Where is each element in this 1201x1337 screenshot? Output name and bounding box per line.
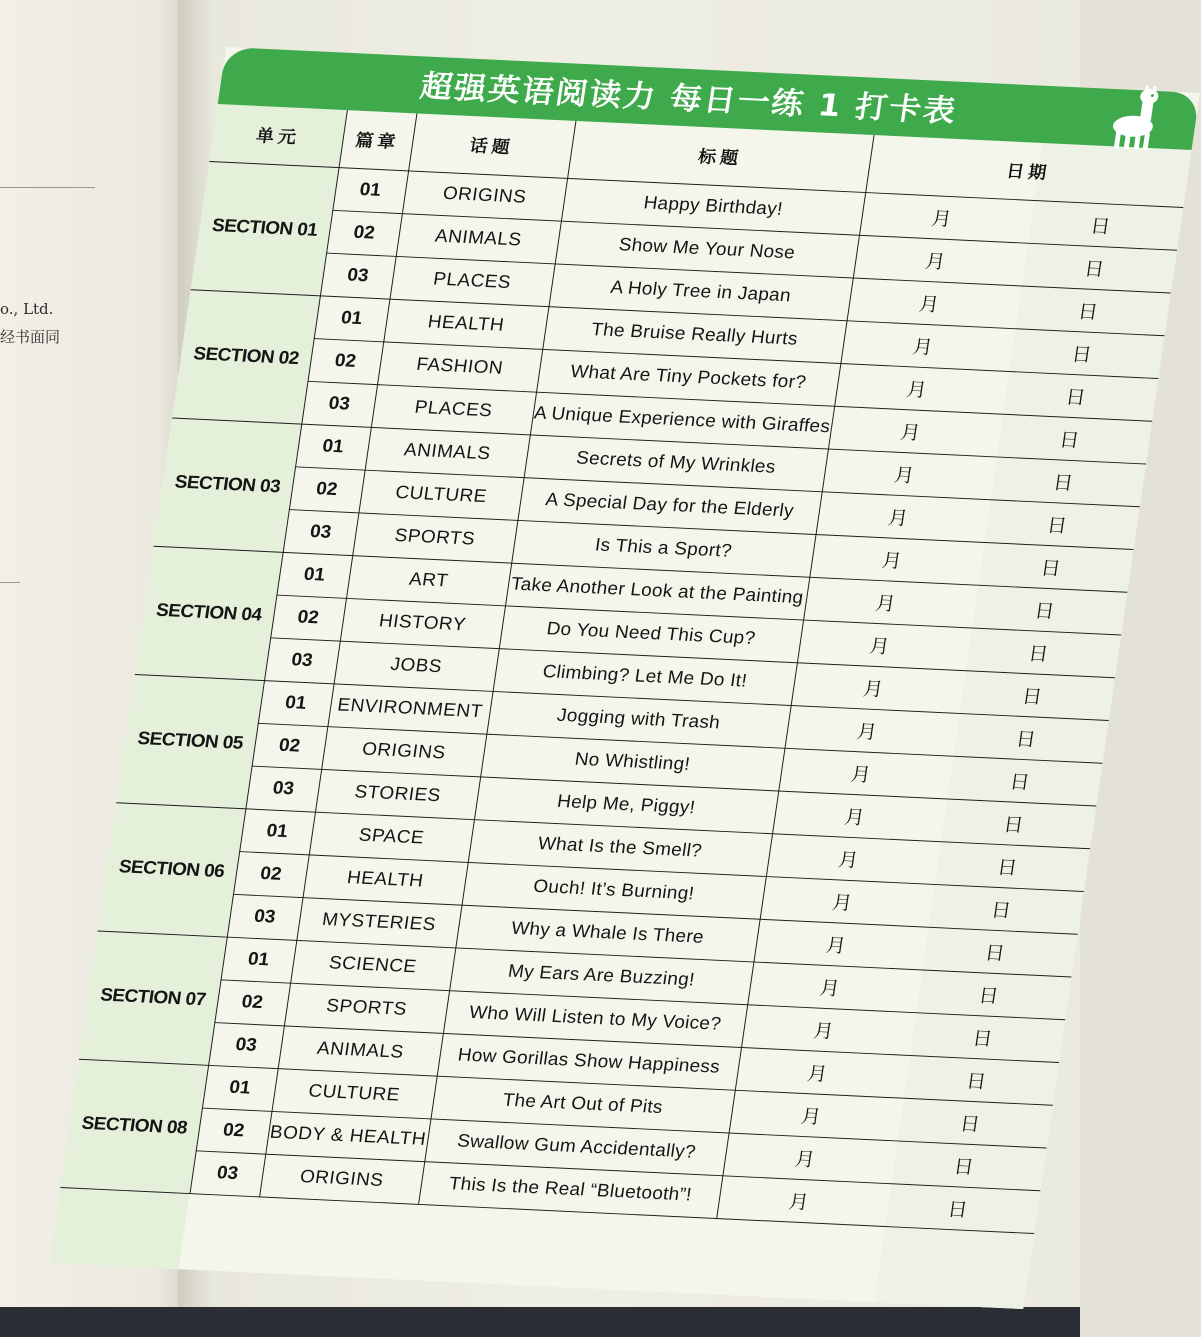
page-title: 超强英语阅读力 每日一练 1 打卡表 xyxy=(417,67,960,130)
header-title: 标题 xyxy=(696,146,744,169)
section-label: SECTION 06 xyxy=(117,856,226,882)
month-label: 月 xyxy=(836,847,860,872)
month-label: 月 xyxy=(886,505,910,530)
chapter-number: 02 xyxy=(333,350,358,372)
chapter-number: 03 xyxy=(308,521,333,543)
chapter-number: 02 xyxy=(240,991,265,1013)
month-label: 月 xyxy=(805,1061,829,1086)
header-chapter: 篇章 xyxy=(354,130,401,153)
chapter-number: 02 xyxy=(277,734,302,756)
divider-line xyxy=(0,582,20,583)
day-label: 日 xyxy=(952,1154,976,1179)
topic-cell: ANIMALS xyxy=(315,1038,406,1063)
topic-cell: HEALTH xyxy=(426,311,506,336)
chapter-number: 02 xyxy=(314,478,339,500)
day-label: 日 xyxy=(1064,385,1088,409)
day-label: 日 xyxy=(983,940,1007,965)
topic-cell: ANIMALS xyxy=(402,439,493,464)
topic-cell: CULTURE xyxy=(307,1080,402,1105)
day-label: 日 xyxy=(1039,556,1063,580)
day-label: 日 xyxy=(989,898,1013,922)
topic-cell: ART xyxy=(407,568,450,591)
day-label: 日 xyxy=(995,855,1019,880)
title-cell: Ouch! It’s Burning! xyxy=(532,876,696,904)
topic-cell: SPORTS xyxy=(393,525,477,549)
title-cell: Climbing? Let Me Do It! xyxy=(541,661,749,691)
title-cell: Who Will Listen to My Voice? xyxy=(467,1002,723,1035)
header-unit: 单元 xyxy=(254,125,302,148)
chapter-number: 02 xyxy=(352,221,377,243)
title-cell: A Holy Tree in Japan xyxy=(609,277,793,306)
month-label: 月 xyxy=(861,676,885,701)
section-label: SECTION 03 xyxy=(173,471,282,497)
day-label: 日 xyxy=(1076,299,1100,324)
topic-cell: ANIMALS xyxy=(433,225,524,250)
day-label: 日 xyxy=(970,1026,995,1051)
month-label: 月 xyxy=(818,976,842,1000)
day-label: 日 xyxy=(1026,641,1050,666)
day-label: 日 xyxy=(1014,727,1038,751)
left-page-fragment: 经书面同 xyxy=(0,328,61,346)
topic-cell: JOBS xyxy=(389,654,444,677)
section-label: SECTION 01 xyxy=(210,215,319,241)
chapter-number: 03 xyxy=(234,1034,259,1056)
section-label: SECTION 04 xyxy=(154,599,263,625)
title-cell: Secrets of My Wrinkles xyxy=(574,447,777,478)
month-label: 月 xyxy=(830,890,854,915)
title-cell: What Is the Smell? xyxy=(536,833,704,861)
month-label: 月 xyxy=(787,1189,811,1214)
chapter-number: 03 xyxy=(271,777,296,799)
day-label: 日 xyxy=(1032,598,1057,623)
title-cell: Jogging with Trash xyxy=(555,705,722,733)
day-label: 日 xyxy=(964,1069,988,1093)
header-topic: 话题 xyxy=(468,136,515,159)
bottom-shadow xyxy=(0,1307,1080,1337)
month-label: 月 xyxy=(917,292,941,316)
divider-line xyxy=(0,187,95,188)
topic-cell: BODY & HEALTH xyxy=(268,1121,428,1150)
header-date: 日期 xyxy=(1004,161,1052,184)
section-label: SECTION 02 xyxy=(192,343,301,369)
day-label: 日 xyxy=(958,1111,982,1136)
month-label: 月 xyxy=(892,463,916,487)
month-label: 月 xyxy=(923,249,947,274)
title-cell: Help Me, Piggy! xyxy=(555,791,697,818)
topic-cell: MYSTERIES xyxy=(320,909,438,935)
day-label: 日 xyxy=(1070,342,1094,367)
topic-cell: HEALTH xyxy=(345,867,425,891)
topic-cell: ORIGINS xyxy=(441,183,528,208)
title-cell: Do You Need This Cup? xyxy=(545,618,757,649)
section-label: SECTION 08 xyxy=(80,1112,189,1138)
chapter-number: 01 xyxy=(246,948,271,970)
chapter-number: 03 xyxy=(327,392,352,414)
title-cell: A Special Day for the Elderly xyxy=(544,489,796,521)
month-label: 月 xyxy=(811,1018,836,1043)
alpaca-icon xyxy=(1102,83,1171,152)
title-cell: My Ears Are Buzzing! xyxy=(506,960,697,990)
month-label: 月 xyxy=(849,762,873,787)
chapter-number: 01 xyxy=(358,179,383,201)
topic-cell: ORIGINS xyxy=(360,738,447,763)
topic-cell: PLACES xyxy=(413,397,494,421)
title-cell: This Is the Real “Bluetooth”! xyxy=(447,1173,694,1205)
topic-cell: FASHION xyxy=(415,354,505,379)
month-label: 月 xyxy=(873,591,898,616)
chapter-number: 01 xyxy=(227,1076,252,1098)
day-label: 日 xyxy=(1001,812,1026,837)
month-label: 月 xyxy=(905,377,929,402)
chapter-number: 01 xyxy=(283,692,308,714)
month-label: 月 xyxy=(880,548,904,573)
month-label: 月 xyxy=(929,206,954,231)
chapter-number: 01 xyxy=(302,563,327,585)
chapter-number: 01 xyxy=(339,307,364,329)
month-label: 月 xyxy=(911,334,935,359)
left-page-fragment: o., Ltd. xyxy=(0,300,54,318)
month-label: 月 xyxy=(824,933,848,958)
title-cell: The Bruise Really Hurts xyxy=(590,319,800,349)
day-label: 日 xyxy=(1020,684,1044,709)
day-label: 日 xyxy=(977,983,1001,1008)
month-label: 月 xyxy=(793,1147,817,1171)
title-cell: A Unique Experience with Giraffes xyxy=(532,402,832,437)
title-cell: How Gorillas Show Happiness xyxy=(456,1044,722,1078)
topic-cell: ORIGINS xyxy=(298,1166,385,1191)
month-label: 月 xyxy=(867,634,891,658)
title-cell: Take Another Look at the Painting xyxy=(509,573,805,608)
month-label: 月 xyxy=(842,805,867,829)
day-label: 日 xyxy=(1008,769,1032,794)
month-label: 月 xyxy=(799,1104,823,1129)
day-label: 日 xyxy=(1082,256,1106,281)
section-label: SECTION 05 xyxy=(136,728,245,754)
month-label: 月 xyxy=(898,420,923,445)
topic-cell: HISTORY xyxy=(377,610,468,635)
month-label: 月 xyxy=(855,719,879,744)
check-in-sheet xyxy=(49,47,1199,1309)
topic-cell: CULTURE xyxy=(394,482,489,507)
chapter-number: 02 xyxy=(221,1119,246,1141)
topic-cell: STORIES xyxy=(353,781,443,806)
topic-cell: SCIENCE xyxy=(327,952,419,977)
topic-cell: SPACE xyxy=(357,824,426,848)
topic-cell: ENVIRONMENT xyxy=(336,694,485,722)
title-cell: Happy Birthday! xyxy=(642,192,785,220)
chapter-number: 02 xyxy=(296,606,321,628)
day-label: 日 xyxy=(1051,470,1075,495)
chapter-number: 02 xyxy=(259,863,283,885)
title-cell: Swallow Gum Accidentally? xyxy=(455,1130,698,1162)
chapter-number: 03 xyxy=(345,264,370,286)
chapter-number: 03 xyxy=(252,905,277,927)
title-cell: The Art Out of Pits xyxy=(501,1089,665,1118)
title-cell: Why a Whale Is There xyxy=(509,918,706,948)
chapter-number: 03 xyxy=(215,1162,240,1184)
title-cell: Is This a Sport? xyxy=(593,534,734,562)
title-cell: Show Me Your Nose xyxy=(617,234,797,263)
topic-cell: SPORTS xyxy=(325,995,409,1020)
day-label: 日 xyxy=(1045,513,1069,538)
title-cell: No Whistling! xyxy=(573,748,692,775)
title-cell: What Are Tiny Pockets for? xyxy=(569,361,808,393)
day-label: 日 xyxy=(946,1197,970,1222)
chapter-number: 01 xyxy=(321,435,346,457)
day-label: 日 xyxy=(1057,427,1082,452)
topic-cell: PLACES xyxy=(432,268,513,293)
day-label: 日 xyxy=(1088,214,1113,238)
chapter-number: 01 xyxy=(265,820,290,842)
chapter-number: 03 xyxy=(290,649,314,671)
section-label: SECTION 07 xyxy=(98,984,208,1010)
